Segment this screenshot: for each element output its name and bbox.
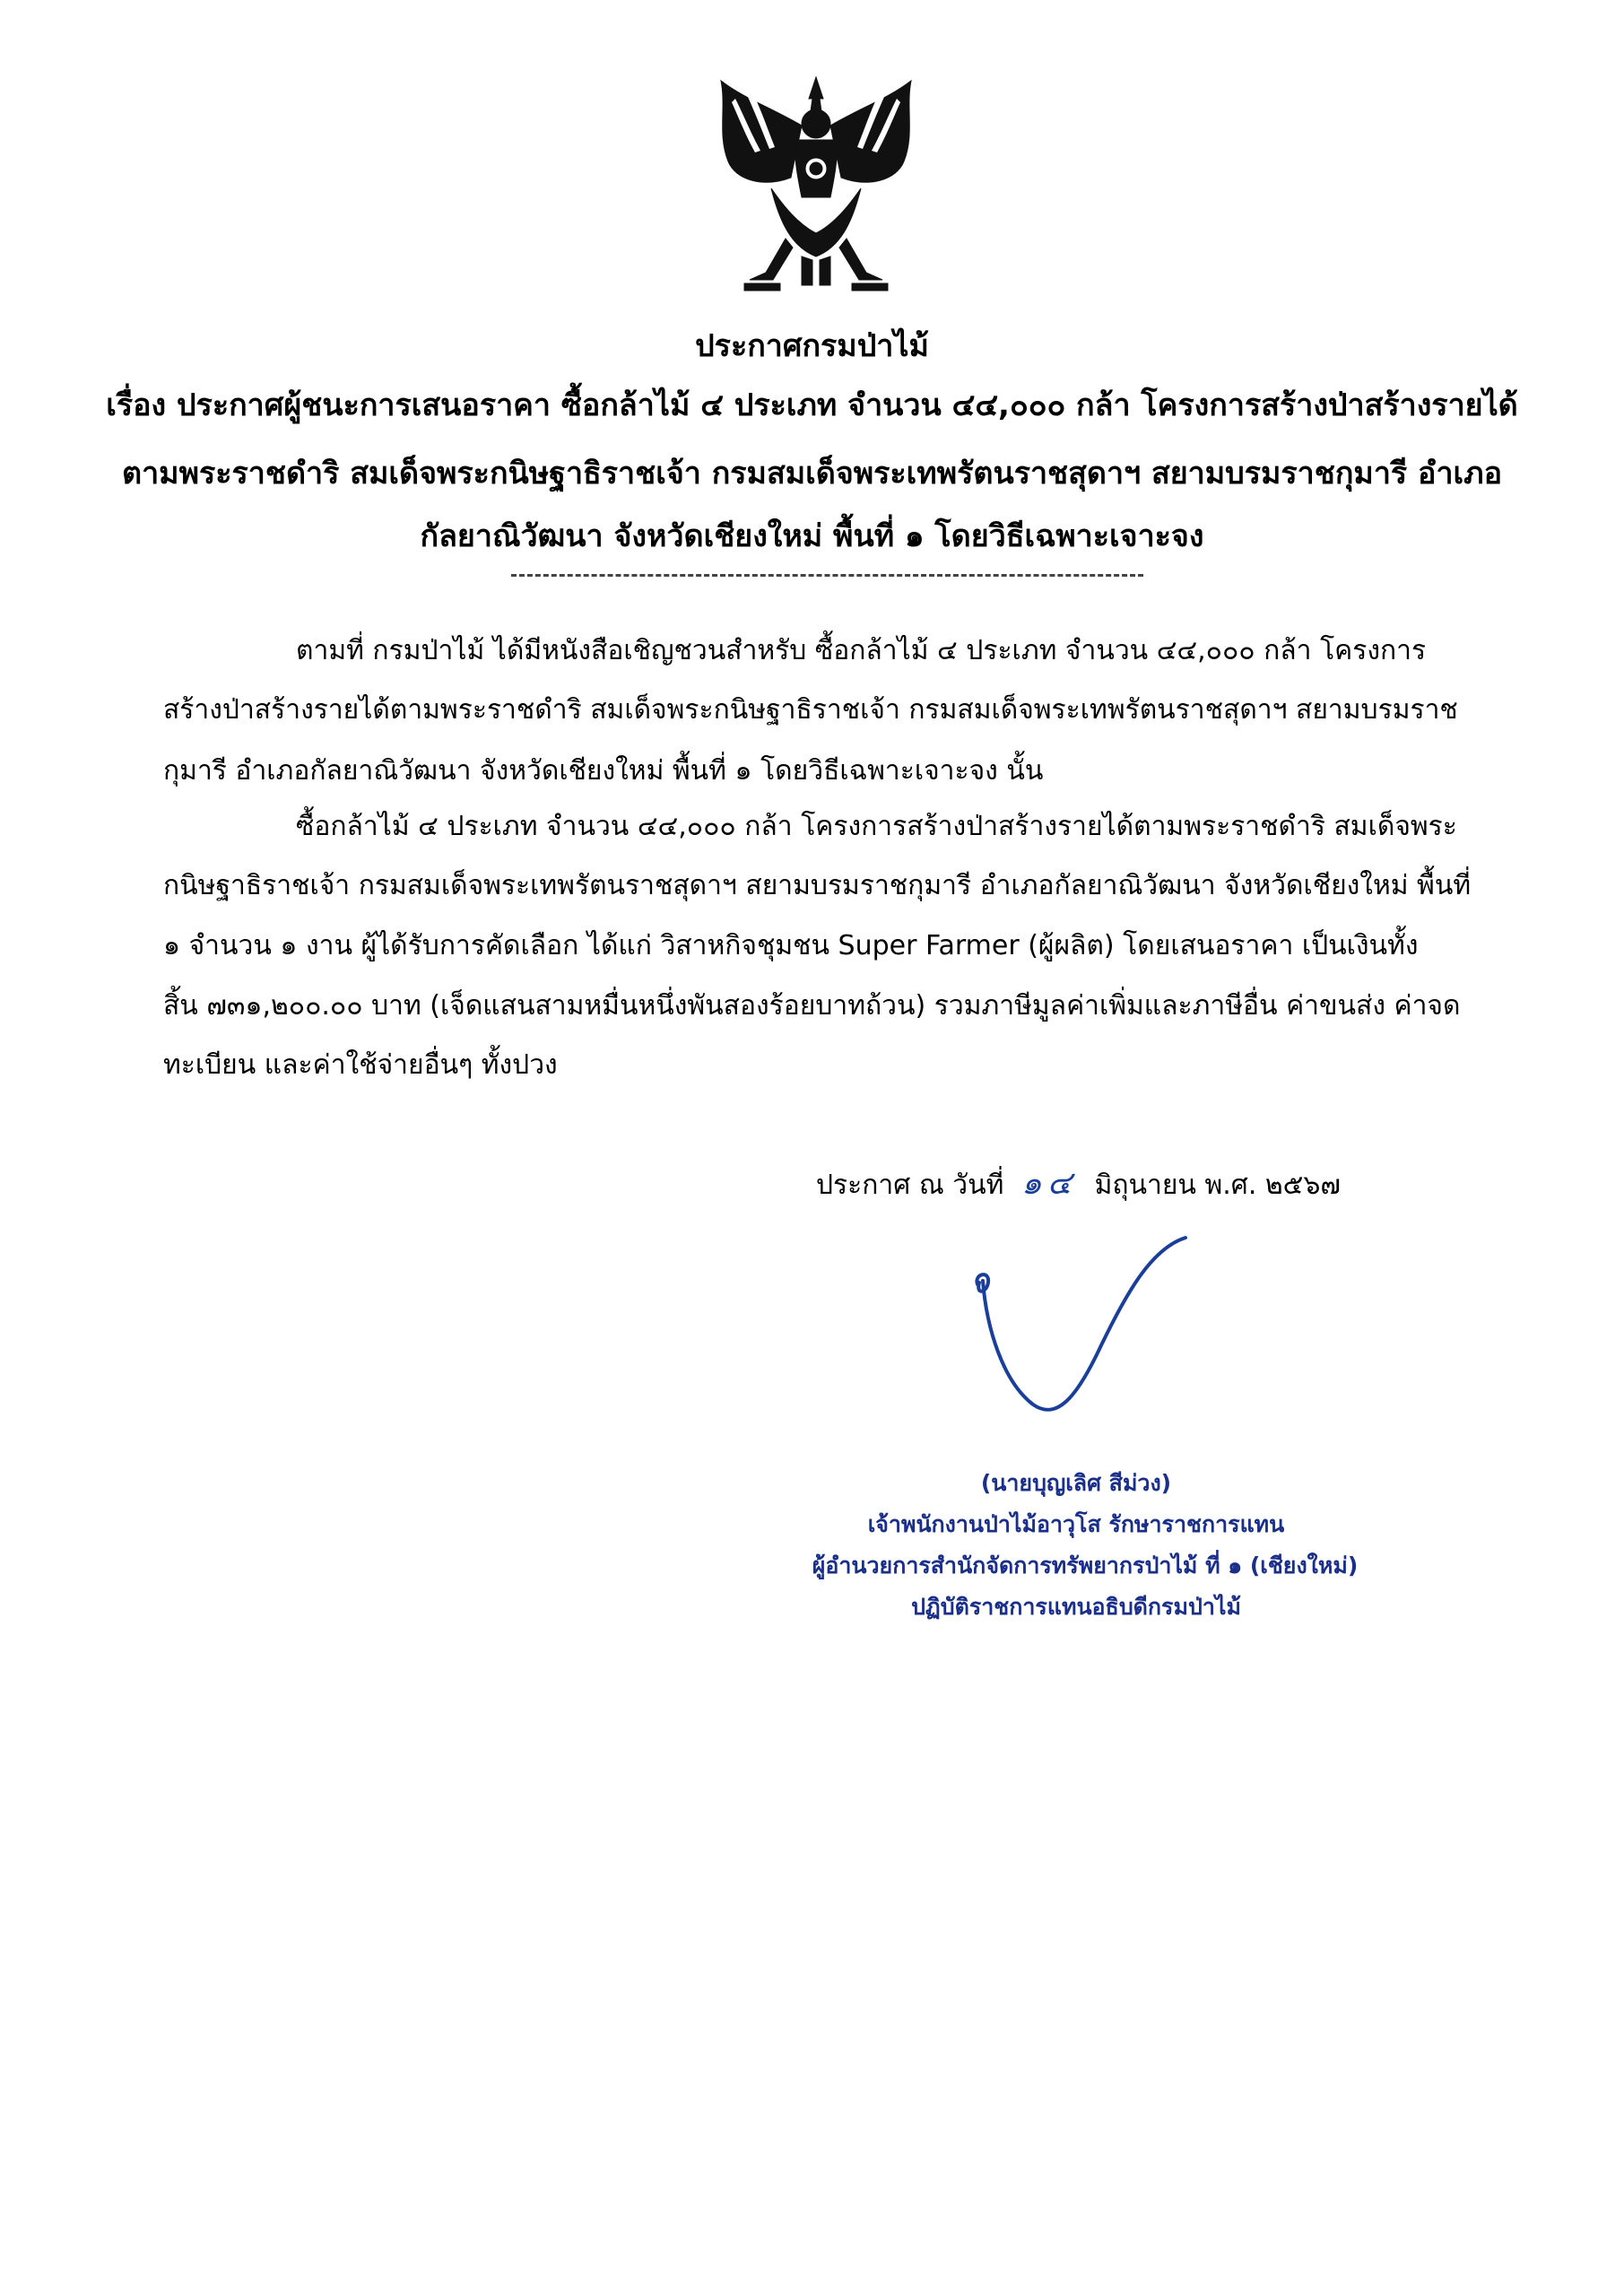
paragraph-line: กนิษฐาธิราชเจ้า กรมสมเด็จพระเทพรัตนราชสุดาฯ สยามบรมราชกุมารี อำเภอกัลยาณิวัฒนา จังหวัดเชียงใหม่ พื้นที่	[163, 870, 1472, 901]
paragraph-line: สร้างป่าสร้างรายได้ตามพระราชดำริ สมเด็จพระกนิษฐาธิราชเจ้า กรมสมเด็จพระเทพรัตนราชสุดาฯ สยามบรมราช	[163, 694, 1458, 726]
signature-icon	[951, 1229, 1238, 1444]
signer-position: เจ้าพนักงานป่าไม้อาวุโส รักษาราชการแทน	[867, 1511, 1285, 1537]
paragraph-line: ตามที่ กรมป่าไม้ ได้มีหนังสือเชิญชวนสำหรับ ซื้อกล้าไม้ ๔ ประเภท จำนวน ๔๔,๐๐๐ กล้า โครงการ	[296, 635, 1427, 666]
date-month-year: มิถุนายน พ.ศ. ๒๕๖๗	[1094, 1170, 1341, 1201]
garuda-emblem-icon	[708, 72, 924, 296]
handwritten-day: ๑๔	[1020, 1165, 1078, 1202]
announcement-date	[816, 1166, 1341, 1204]
paragraph-line: สิ้น ๗๓๑,๒๐๐.๐๐ บาท (เจ็ดแสนสามหมื่นหนึ่งพันสองร้อยบาทถ้วน) รวมภาษีมูลค่าเพิ่มและภาษีอื่น ค่าขนส่ง ค่าจด	[163, 990, 1461, 1022]
signer-position: ผู้อำนวยการสำนักจัดการทรัพยากรป่าไม้ ที่ ๑ (เชียงใหม่)	[812, 1552, 1359, 1578]
paragraph-line: กุมารี อำเภอกัลยาณิวัฒนา จังหวัดเชียงใหม่ พื้นที่ ๑ โดยวิธีเฉพาะเจาะจง นั้น	[163, 755, 1044, 787]
subject-line: กัลยาณิวัฒนา จังหวัดเชียงใหม่ พื้นที่ ๑ โดยวิธีเฉพาะเจาะจง	[420, 518, 1204, 554]
document-title: ประกาศกรมป่าไม้	[695, 328, 929, 364]
paragraph-line: ซื้อกล้าไม้ ๔ ประเภท จำนวน ๔๔,๐๐๐ กล้า โครงการสร้างป่าสร้างรายได้ตามพระราชดำริ สมเด็จพระ	[296, 811, 1457, 842]
paragraph-line: ทะเบียน และค่าใช้จ่ายอื่นๆ ทั้งปวง	[163, 1049, 558, 1081]
divider	[511, 574, 1143, 577]
signer-name: (นายบุญเลิศ สีม่วง)	[980, 1470, 1172, 1496]
paragraph-line: ๑ จำนวน ๑ งาน ผู้ได้รับการคัดเลือก ได้แก่ วิสาหกิจชุมชน Super Farmer (ผู้ผลิต) โดยเสนอราคา เป็นเงินทั้ง	[163, 930, 1419, 961]
signer-position: ปฏิบัติราชการแทนอธิบดีกรมป่าไม้	[911, 1594, 1241, 1620]
subject-line: เรื่อง ประกาศผู้ชนะการเสนอราคา ซื้อกล้าไม้ ๔ ประเภท จำนวน ๔๔,๐๐๐ กล้า โครงการสร้างป่าสร้างรายได้	[106, 387, 1518, 423]
subject-line: ตามพระราชดำริ สมเด็จพระกนิษฐาธิราชเจ้า กรมสมเด็จพระเทพรัตนราชสุดาฯ สยามบรมราชกุมารี อำเภอ	[122, 456, 1502, 491]
date-prefix: ประกาศ ณ วันที่	[816, 1170, 1004, 1201]
